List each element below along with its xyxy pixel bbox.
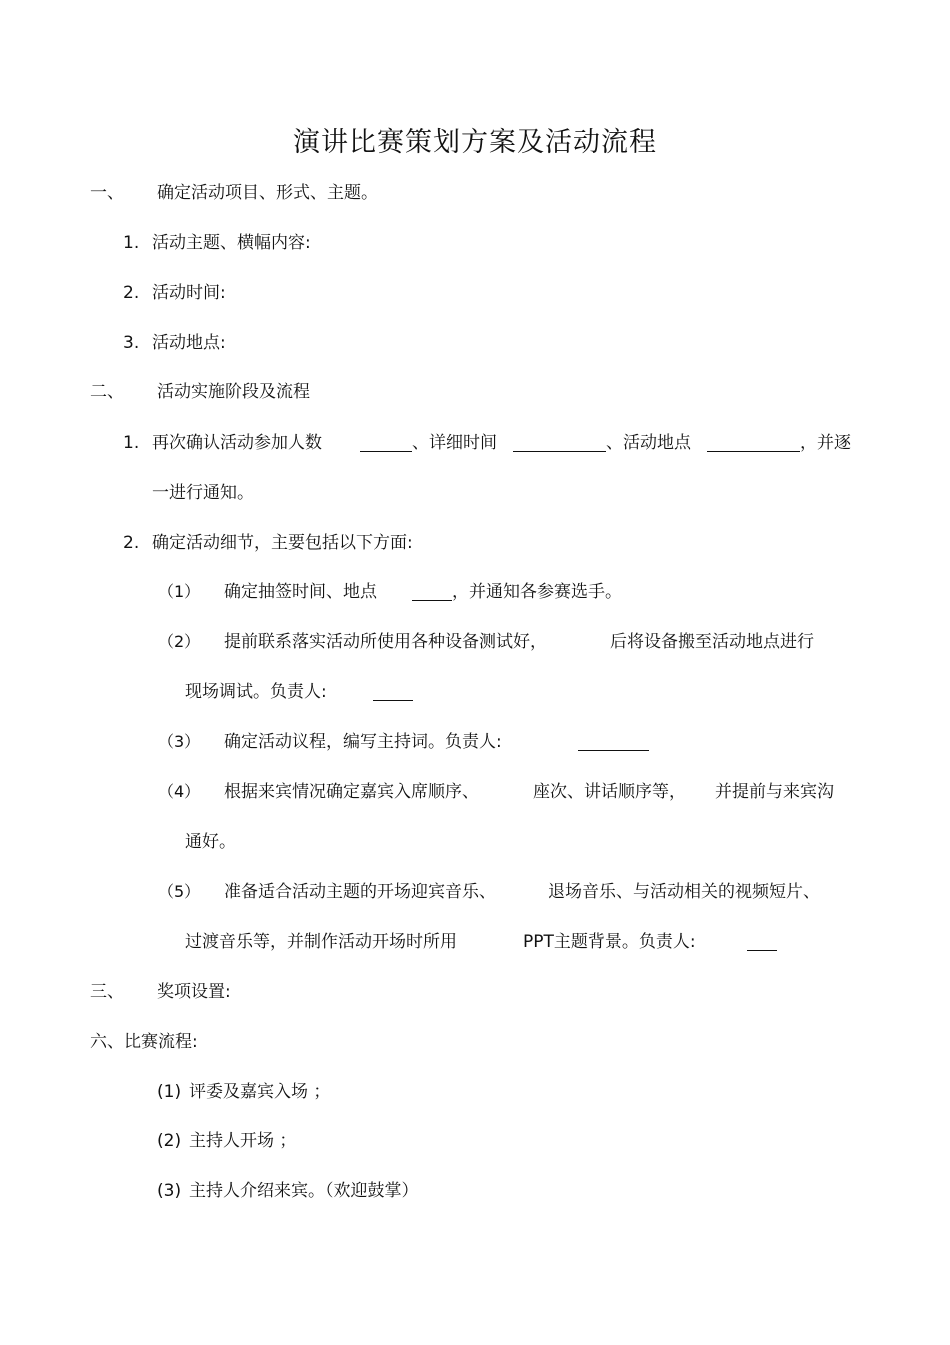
section-1-heading: 确定活动项目、形式、主题。 (157, 183, 378, 203)
blank-line-agenda (578, 732, 649, 751)
subitem-2-number: （2） (158, 632, 201, 651)
subitem-5-text-a: 准备适合活动主题的开场迎宾音乐、 (224, 882, 496, 902)
section-2-item-1-continuation: 一进行通知。 (152, 483, 254, 503)
blank-line-location (707, 433, 800, 452)
section-3-heading: 奖项设置: (157, 982, 231, 1002)
subitem-5-text-b: 退场音乐、与活动相关的视频短片、 (548, 882, 820, 902)
section-2-item-2-number: 2. (123, 533, 140, 553)
section-2-number: 二、 (90, 382, 124, 402)
blank-line-person-in-charge (373, 682, 413, 701)
blank-line-time (513, 433, 606, 452)
section-2-item-1-text-c: 、活动地点 (606, 433, 691, 453)
flow-item-3 (157, 1179, 419, 1203)
flow-item-number: (1) (157, 1082, 182, 1102)
section-2-heading: 活动实施阶段及流程 (157, 382, 310, 402)
section-1-item-3 (123, 331, 226, 355)
subitem-5-number: （5） (158, 882, 201, 901)
section-2-item-1-number: 1. (123, 433, 140, 453)
item-number: 3. (123, 333, 140, 353)
blank-line-ppt (747, 932, 777, 951)
section-2-item-1-text-b: 、详细时间 (412, 433, 497, 453)
blank-line-draw (412, 582, 452, 601)
section-2-item-2-text: 确定活动细节，主要包括以下方面: (152, 533, 413, 553)
section-2-item-1-text-a: 再次确认活动参加人数 (152, 433, 322, 453)
subitem-2-continuation: 现场调试。负责人: (185, 682, 327, 702)
subitem-4-number: （4） (158, 782, 201, 801)
item-text: 活动主题、横幅内容: (152, 233, 311, 253)
item-number: 1. (123, 233, 140, 253)
flow-item-2 (157, 1129, 296, 1153)
page-title: 演讲比赛策划方案及活动流程 (293, 127, 657, 158)
subitem-5-continuation-b: PPT主题背景。负责人: (523, 932, 696, 952)
subitem-4-text-b: 座次、讲话顺序等， (533, 782, 686, 802)
flow-item-number: (3) (157, 1181, 182, 1201)
section-6-heading: 六、比赛流程: (90, 1032, 198, 1052)
subitem-4-text-a: 根据来宾情况确定嘉宾入席顺序、 (224, 782, 479, 802)
flow-item-number: (2) (157, 1131, 182, 1151)
subitem-3-number: （3） (158, 732, 201, 751)
section-1-number: 一、 (90, 183, 124, 203)
subitem-3-text: 确定活动议程，编写主持词。负责人: (224, 732, 502, 752)
flow-item-text: 主持人介绍来宾。（欢迎鼓掌） (189, 1181, 419, 1201)
subitem-4-text-c: 并提前与来宾沟 (715, 782, 834, 802)
section-1-item-1 (123, 231, 311, 255)
subitem-2-text-a: 提前联系落实活动所使用各种设备测试好， (224, 632, 547, 652)
blank-line-participants (360, 433, 412, 452)
section-2-item-1-text-d: ，并逐 (800, 433, 851, 453)
subitem-2-text-b: 后将设备搬至活动地点进行 (610, 632, 814, 652)
subitem-1-number: （1） (158, 582, 201, 601)
item-text: 活动地点: (152, 333, 226, 353)
section-3-number: 三、 (90, 982, 124, 1002)
item-text: 活动时间: (152, 283, 226, 303)
subitem-1-text-a: 确定抽签时间、地点 (224, 582, 377, 602)
flow-item-text: 评委及嘉宾入场 ； (189, 1082, 331, 1102)
flow-item-text: 主持人开场 ； (189, 1131, 297, 1151)
flow-item-1 (157, 1080, 330, 1104)
item-number: 2. (123, 283, 140, 303)
subitem-1-text-b: ，并通知各参赛选手。 (452, 582, 622, 602)
section-1-item-2 (123, 281, 226, 305)
subitem-5-continuation-a: 过渡音乐等，并制作活动开场时所用 (185, 932, 457, 952)
subitem-4-continuation: 通好。 (185, 832, 236, 852)
